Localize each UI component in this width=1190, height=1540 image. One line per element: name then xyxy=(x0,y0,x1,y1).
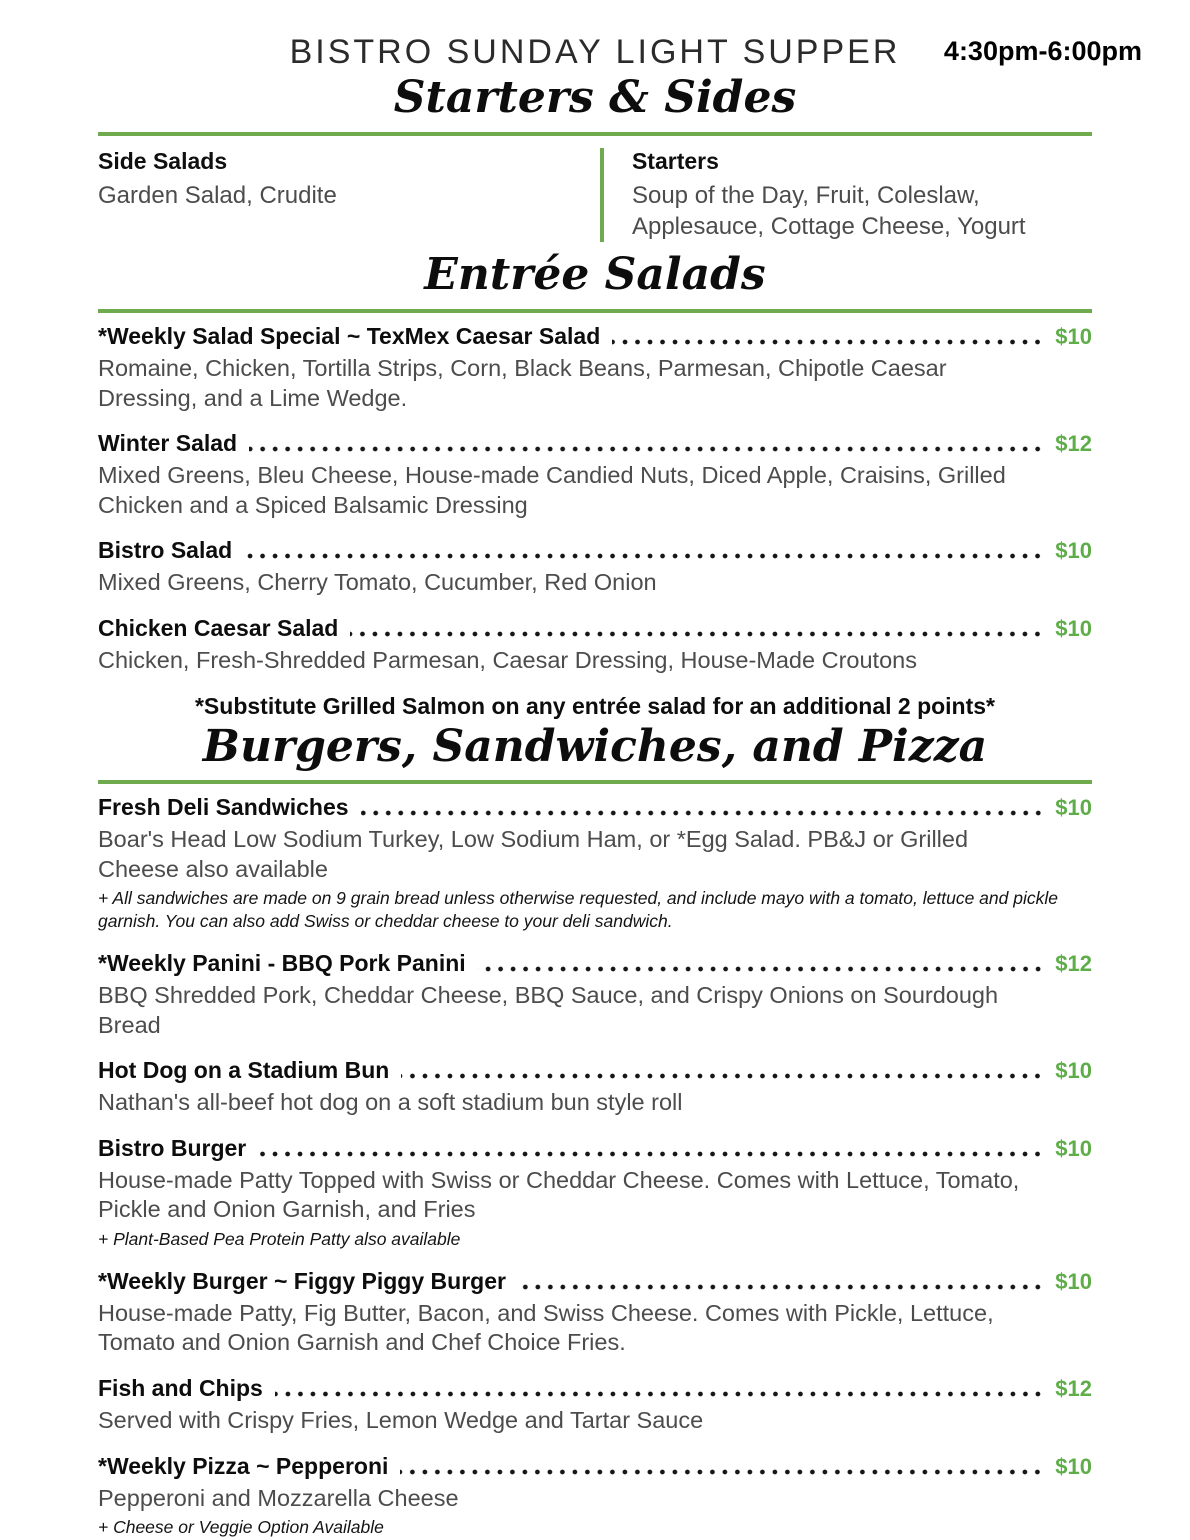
menu-item-line xyxy=(98,1135,1092,1162)
item-fine-print: + All sandwiches are made on 9 grain bread unless otherwise requested, and include mayo with a tomato, lettuce and pickle garnish. You can also add Swiss or cheddar cheese to your deli sandwich. xyxy=(98,888,1058,932)
item-price: $10 xyxy=(1055,323,1092,349)
item-name: *Weekly Burger ~ Figgy Piggy Burger xyxy=(98,1267,506,1294)
item-fine-print: + Cheese or Veggie Option Available xyxy=(98,1517,384,1538)
item-name: Hot Dog on a Stadium Bun xyxy=(98,1057,390,1084)
item-description: Boar's Head Low Sodium Turkey, Low Sodium Ham, or *Egg Salad. PB&J or Grilled Cheese also available xyxy=(98,826,969,882)
menu-item-line xyxy=(98,1375,1092,1402)
menu-item-line xyxy=(98,1453,1092,1480)
side-salads-column xyxy=(98,148,600,242)
section-divider xyxy=(98,132,1092,136)
menu-item xyxy=(98,323,1092,413)
dot-leader xyxy=(350,631,1047,637)
item-fine-print: + Plant-Based Pea Protein Patty also available xyxy=(98,1228,461,1249)
menu-item xyxy=(98,615,1092,676)
item-price: $10 xyxy=(1055,1268,1092,1294)
menu-item xyxy=(98,537,1092,598)
item-description: Romaine, Chicken, Tortilla Strips, Corn, Black Beans, Parmesan, Chipotle Caesar Dressing, and a Lime Wedge. xyxy=(98,354,947,411)
dot-leader xyxy=(258,1151,1047,1157)
dot-leader xyxy=(400,1469,1047,1475)
serving-hours: 4:30pm-6:00pm xyxy=(943,36,1142,66)
item-price: $10 xyxy=(1055,1135,1092,1161)
dot-leader xyxy=(249,446,1047,452)
item-price: $10 xyxy=(1055,616,1092,641)
item-price: $12 xyxy=(1055,950,1092,976)
menu-item xyxy=(98,1135,1092,1251)
item-name: *Weekly Salad Special ~ TexMex Caesar Salad xyxy=(98,322,601,349)
page-title: BISTRO SUNDAY LIGHT SUPPER xyxy=(289,33,901,71)
item-description: Pepperoni and Mozzarella Cheese xyxy=(98,1484,459,1511)
menu-item-line xyxy=(98,1057,1092,1084)
menu-item-line xyxy=(98,323,1092,350)
item-name: *Weekly Pizza ~ Pepperoni xyxy=(98,1452,389,1479)
salmon-substitute-note: *Substitute Grilled Salmon on any entrée salad for an additional 2 points* xyxy=(194,692,996,719)
item-name: Bistro Burger xyxy=(98,1134,247,1161)
column-text: Soup of the Day, Fruit, Coleslaw, Applesauce, Cottage Cheese, Yogurt xyxy=(631,181,1026,241)
menu-item xyxy=(98,950,1092,1040)
starters-sides-columns xyxy=(98,146,1092,248)
item-name: Chicken Caesar Salad xyxy=(98,615,339,641)
menu-item xyxy=(98,1268,1092,1358)
menu-item-line xyxy=(98,950,1092,977)
item-description: Mixed Greens, Cherry Tomato, Cucumber, Red Onion xyxy=(98,569,657,596)
item-price: $10 xyxy=(1055,1058,1092,1084)
dot-leader xyxy=(361,810,1048,816)
item-description: Mixed Greens, Bleu Cheese, House-made Candied Nuts, Diced Apple, Craisins, Grilled Chicken and a Spiced Balsamic Dressing xyxy=(98,462,1006,518)
starters-column xyxy=(600,148,1092,242)
item-name: Winter Salad xyxy=(98,430,238,457)
dot-leader xyxy=(478,966,1048,972)
column-title: Side Salads xyxy=(98,147,228,174)
item-price: $10 xyxy=(1055,795,1092,821)
item-description: House-made Patty, Fig Butter, Bacon, and Swiss Cheese. Comes with Pickle, Lettuce, Tomato and Onion Garnish and Chef Choice Fries. xyxy=(98,1299,994,1356)
item-price: $12 xyxy=(1055,431,1092,457)
item-description: House-made Patty Topped with Swiss or Cheddar Cheese. Comes with Lettuce, Tomato, Pickle and Onion Garnish, and Fries xyxy=(98,1166,1020,1223)
item-description: Chicken, Fresh-Shredded Parmesan, Caesar Dressing, House-Made Croutons xyxy=(98,647,917,673)
dot-leader xyxy=(275,1391,1047,1397)
menu-item-line xyxy=(98,430,1092,457)
item-name: Fresh Deli Sandwiches xyxy=(98,794,349,821)
item-description: Served with Crispy Fries, Lemon Wedge and Tartar Sauce xyxy=(98,1406,704,1433)
section-heading-entree-salads: Entrée Salads xyxy=(424,249,766,301)
section-divider xyxy=(98,309,1092,313)
menu-item xyxy=(98,1057,1092,1118)
dot-leader xyxy=(518,1284,1047,1290)
menu-header xyxy=(98,33,1142,124)
item-name: *Weekly Panini - BBQ Pork Panini xyxy=(98,949,466,976)
item-description: BBQ Shredded Pork, Cheddar Cheese, BBQ Sauce, and Crispy Onions on Sourdough Bread xyxy=(98,981,999,1038)
entree-salads-items xyxy=(98,323,1092,676)
menu-item xyxy=(98,430,1092,520)
menu-item-line xyxy=(98,615,1092,642)
item-price: $10 xyxy=(1055,538,1092,564)
item-price: $10 xyxy=(1055,1453,1092,1479)
item-name: Fish and Chips xyxy=(98,1374,263,1401)
menu-item-line xyxy=(98,1268,1092,1295)
menu-item xyxy=(98,1453,1092,1539)
menu-item xyxy=(98,794,1092,933)
menu-item-line xyxy=(98,537,1092,564)
dot-leader xyxy=(244,553,1047,559)
menu-item-line xyxy=(98,794,1092,821)
section-heading-burgers-sandwiches-pizza: Burgers, Sandwiches, and Pizza xyxy=(202,720,988,772)
item-description: Nathan's all-beef hot dog on a soft stadium bun style roll xyxy=(98,1089,683,1116)
dot-leader xyxy=(401,1073,1047,1079)
column-text: Garden Salad, Crudite xyxy=(98,181,337,209)
item-price: $12 xyxy=(1055,1375,1092,1401)
dot-leader xyxy=(612,339,1047,345)
section-heading-starters-sides: Starters & Sides xyxy=(393,72,797,124)
burgers-sandwiches-pizza-items xyxy=(98,794,1092,1539)
column-title: Starters xyxy=(631,147,719,174)
menu-item xyxy=(98,1375,1092,1436)
item-name: Bistro Salad xyxy=(98,537,233,564)
section-divider xyxy=(98,780,1092,784)
